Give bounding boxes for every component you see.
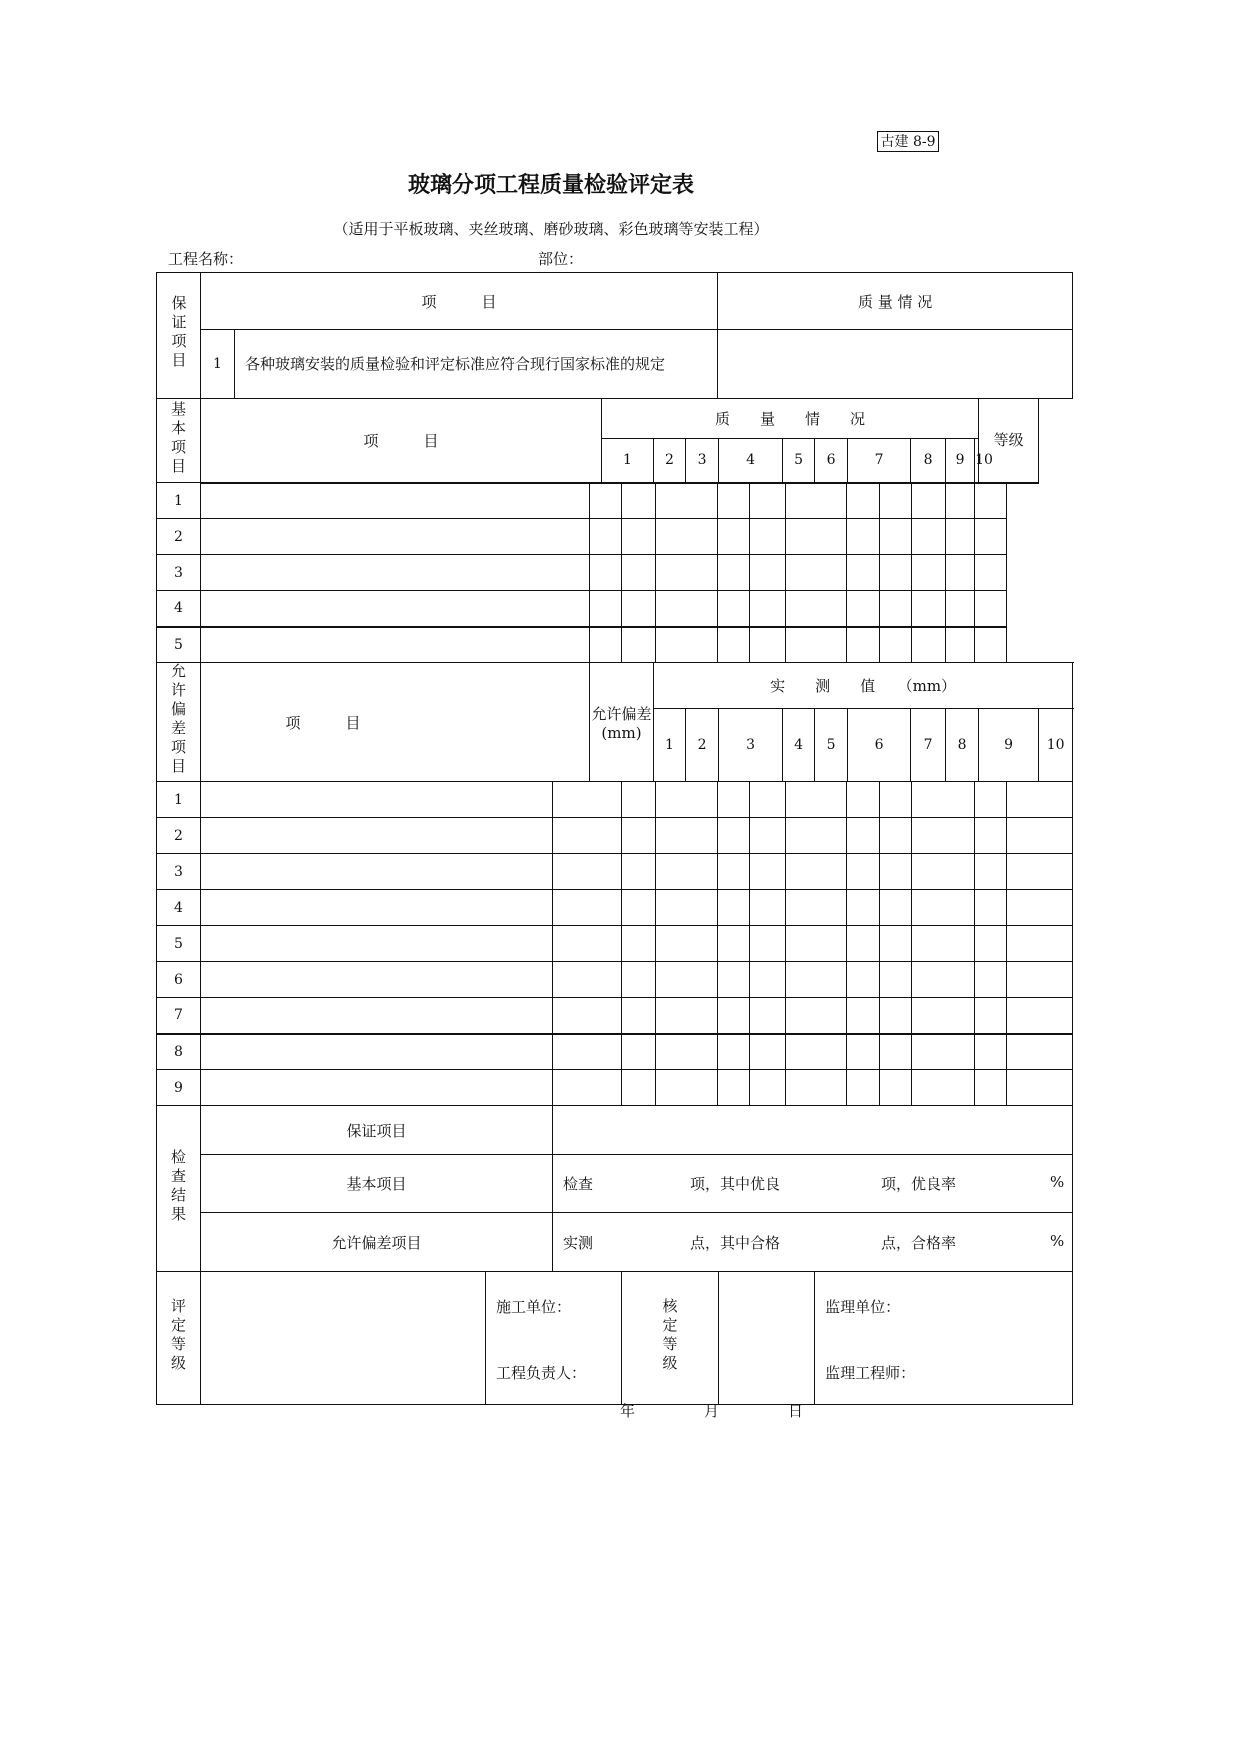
tolerance-allowed-header: 允许偏差(mm) [590, 663, 654, 782]
tolerance-row-measured-cell[interactable] [880, 1034, 912, 1070]
tolerance-row-measured-cell[interactable] [880, 782, 912, 818]
basic-row-quality-cell[interactable] [946, 591, 975, 627]
basic-row-quality-cell[interactable] [718, 591, 750, 627]
tolerance-row-allowed-cell[interactable] [553, 818, 622, 854]
tolerance-col-number: 1 [654, 709, 686, 782]
basic-row-quality-cell[interactable] [718, 627, 750, 663]
tolerance-row-item-cell[interactable] [201, 782, 553, 818]
basic-row-quality-cell[interactable] [750, 483, 786, 519]
tolerance-col-number: 2 [686, 709, 719, 782]
section-basic-label [157, 399, 201, 483]
section-grade-label [157, 1272, 201, 1405]
tolerance-row-measured-cell[interactable] [750, 998, 786, 1034]
basic-col-number: 4 [719, 439, 783, 483]
tolerance-row-measured-cell[interactable] [656, 854, 718, 890]
tolerance-row-measured-cell[interactable] [1007, 818, 1073, 854]
section-tolerance-label [157, 663, 201, 782]
tolerance-row-measured-cell[interactable] [656, 1070, 718, 1106]
tolerance-col-number: 4 [783, 709, 815, 782]
basic-row-quality-cell[interactable] [622, 519, 656, 555]
tolerance-row-measured-cell[interactable] [880, 890, 912, 926]
basic-row-quality-cell[interactable] [590, 627, 622, 663]
basic-row-quality-cell[interactable] [786, 627, 847, 663]
basic-row-number: 5 [157, 627, 201, 663]
tolerance-row-measured-cell[interactable] [847, 854, 880, 890]
tolerance-row-measured-cell[interactable] [975, 890, 1007, 926]
date-year: 年 [620, 1402, 636, 1420]
basic-row-quality-cell[interactable] [590, 591, 622, 627]
tolerance-row-allowed-cell[interactable] [553, 782, 622, 818]
basic-row-quality-cell[interactable] [912, 519, 946, 555]
tolerance-row-measured-cell[interactable] [750, 818, 786, 854]
tolerance-row-measured-cell[interactable] [847, 926, 880, 962]
basic-row-quality-cell[interactable] [786, 591, 847, 627]
tolerance-row-item-cell[interactable] [201, 998, 553, 1034]
verify-grade-text: 核定等级 [660, 1298, 679, 1374]
tolerance-row-measured-cell[interactable] [975, 854, 1007, 890]
section-guarantee-text: 保证项目 [169, 294, 188, 371]
tolerance-row [157, 1070, 1073, 1106]
tolerance-row-number: 1 [157, 782, 201, 818]
result-basic-percent: % [1050, 1173, 1065, 1191]
basic-row-quality-cell[interactable] [622, 555, 656, 591]
tolerance-row-measured-cell[interactable] [1007, 998, 1073, 1034]
result-basic-line[interactable] [553, 1155, 1073, 1213]
basic-row-quality-cell[interactable] [786, 483, 847, 519]
tolerance-row-allowed-cell[interactable] [553, 854, 622, 890]
basic-row-quality-cell[interactable] [622, 483, 656, 519]
tolerance-row-measured-cell[interactable] [847, 998, 880, 1034]
basic-row-quality-cell[interactable] [847, 591, 880, 627]
tolerance-row-measured-cell[interactable] [622, 998, 656, 1034]
verify-grade-label [622, 1272, 719, 1405]
tolerance-row-allowed-cell[interactable] [553, 998, 622, 1034]
tolerance-row-measured-cell[interactable] [622, 782, 656, 818]
tolerance-row-measured-cell[interactable] [847, 890, 880, 926]
tolerance-row-number: 6 [157, 962, 201, 998]
section-tolerance-text: 允许偏差项目 [169, 663, 187, 777]
basic-row-grade-cell[interactable] [975, 627, 1007, 663]
tolerance-row-measured-cell[interactable] [880, 854, 912, 890]
tolerance-row-allowed-cell[interactable] [553, 926, 622, 962]
tolerance-row-measured-cell[interactable] [750, 890, 786, 926]
basic-row-quality-cell[interactable] [656, 555, 718, 591]
tolerance-row [157, 998, 1073, 1034]
tolerance-row-measured-cell[interactable] [1007, 854, 1073, 890]
tolerance-row-measured-cell[interactable] [622, 1070, 656, 1106]
tolerance-row-measured-cell[interactable] [1007, 1034, 1073, 1070]
tolerance-row [157, 854, 1073, 890]
basic-row-grade-cell[interactable] [975, 483, 1007, 519]
tolerance-item-header [285, 663, 590, 782]
supervisor-cell[interactable] [815, 1272, 1073, 1405]
tolerance-row-measured-cell[interactable] [975, 818, 1007, 854]
tolerance-row-measured-cell[interactable] [750, 926, 786, 962]
tolerance-row-measured-cell[interactable] [912, 890, 975, 926]
section-guarantee-label [157, 273, 201, 399]
tolerance-row-measured-cell[interactable] [975, 1034, 1007, 1070]
tolerance-row-allowed-cell[interactable] [553, 1034, 622, 1070]
basic-col-number: 6 [815, 439, 848, 483]
tolerance-row-measured-cell[interactable] [786, 1070, 847, 1106]
basic-row-item-cell[interactable] [201, 555, 590, 591]
section-grade-text: 评定等级 [169, 1298, 187, 1374]
basic-row-grade-cell[interactable] [975, 555, 1007, 591]
basic-row-quality-cell[interactable] [912, 483, 946, 519]
basic-row-quality-cell[interactable] [786, 555, 847, 591]
tolerance-row [157, 890, 1073, 926]
manager-label: 工程负责人： [496, 1364, 587, 1382]
tolerance-row-measured-cell[interactable] [750, 854, 786, 890]
basic-row-grade-cell[interactable] [975, 591, 1007, 627]
basic-row-quality-cell[interactable] [847, 627, 880, 663]
basic-col-number: 3 [686, 439, 719, 483]
tolerance-row-item-cell[interactable] [201, 1034, 553, 1070]
tolerance-row-measured-cell[interactable] [880, 998, 912, 1034]
basic-row-quality-cell[interactable] [880, 627, 912, 663]
inspection-form-table [156, 272, 1073, 1405]
tolerance-row-measured-cell[interactable] [656, 782, 718, 818]
basic-row-quality-cell[interactable] [590, 555, 622, 591]
tolerance-col-number: 8 [946, 709, 979, 782]
tolerance-row-number: 2 [157, 818, 201, 854]
tolerance-row-measured-cell[interactable] [786, 854, 847, 890]
tolerance-row-measured-cell[interactable] [880, 926, 912, 962]
tolerance-col-number: 3 [719, 709, 783, 782]
basic-row-item-cell[interactable] [201, 519, 590, 555]
tolerance-row-measured-cell[interactable] [912, 1034, 975, 1070]
tolerance-row-measured-cell[interactable] [718, 998, 750, 1034]
tolerance-row [157, 926, 1073, 962]
basic-row [157, 591, 1073, 627]
tolerance-row-measured-cell[interactable] [786, 998, 847, 1034]
basic-row-quality-cell[interactable] [847, 519, 880, 555]
basic-row-quality-cell[interactable] [718, 555, 750, 591]
tolerance-row-measured-cell[interactable] [880, 962, 912, 998]
basic-row-quality-cell[interactable] [718, 483, 750, 519]
result-tol-percent: % [1050, 1232, 1065, 1250]
basic-row-item-cell[interactable] [201, 591, 590, 627]
tolerance-row-measured-cell[interactable] [622, 926, 656, 962]
basic-col-number: 2 [654, 439, 686, 483]
tolerance-row-number: 4 [157, 890, 201, 926]
tolerance-col-number: 9 [979, 709, 1039, 782]
tolerance-row-measured-cell[interactable] [718, 854, 750, 890]
tolerance-row-measured-cell[interactable] [1007, 926, 1073, 962]
result-tol-check: 实测 [563, 1234, 594, 1252]
tolerance-row-measured-cell[interactable] [975, 1070, 1007, 1106]
tolerance-row-number: 9 [157, 1070, 201, 1106]
result-tol-mid: 点，其中合格 [690, 1234, 781, 1252]
basic-row-item-cell[interactable] [201, 627, 590, 663]
project-name-label: 工程名称： [168, 250, 244, 268]
tolerance-row-measured-cell[interactable] [750, 962, 786, 998]
tolerance-row-measured-cell[interactable] [786, 818, 847, 854]
basic-row [157, 555, 1073, 591]
tolerance-row-item-cell[interactable] [201, 854, 553, 890]
result-basic-check: 检查 [563, 1175, 594, 1193]
tolerance-row-measured-cell[interactable] [912, 818, 975, 854]
tolerance-row-measured-cell[interactable] [786, 782, 847, 818]
tolerance-row-measured-cell[interactable] [880, 818, 912, 854]
contractor-cell[interactable] [486, 1272, 622, 1405]
tolerance-row-measured-cell[interactable] [622, 1034, 656, 1070]
basic-row-quality-cell[interactable] [656, 519, 718, 555]
tolerance-col-number: 5 [815, 709, 848, 782]
page-title: 玻璃分项工程质量检验评定表 [407, 172, 694, 198]
tolerance-row-measured-cell[interactable] [718, 890, 750, 926]
basic-row-quality-cell[interactable] [946, 627, 975, 663]
tolerance-row-measured-cell[interactable] [912, 854, 975, 890]
basic-quality-header: 质 量 情 况 [602, 399, 979, 439]
tolerance-row-measured-cell[interactable] [1007, 890, 1073, 926]
tolerance-row-measured-cell[interactable] [912, 962, 975, 998]
basic-col-number: 7 [848, 439, 911, 483]
location-label: 部位： [538, 250, 584, 268]
grade-value-cell[interactable] [201, 1272, 486, 1405]
result-tol-label: 允许偏差项目 [201, 1213, 553, 1272]
basic-row-quality-cell[interactable] [847, 483, 880, 519]
tolerance-row-measured-cell[interactable] [622, 854, 656, 890]
tolerance-row-measured-cell[interactable] [718, 926, 750, 962]
basic-col-number: 9 [946, 439, 975, 483]
tolerance-row-allowed-cell[interactable] [553, 890, 622, 926]
tolerance-row-item-cell[interactable] [201, 926, 553, 962]
basic-row-number: 2 [157, 519, 201, 555]
basic-row [157, 483, 1073, 519]
tolerance-row-measured-cell[interactable] [847, 1034, 880, 1070]
verify-grade-value[interactable] [719, 1272, 815, 1405]
basic-row-quality-cell[interactable] [750, 555, 786, 591]
tolerance-row-measured-cell[interactable] [718, 818, 750, 854]
basic-row-item-cell[interactable] [201, 483, 590, 519]
tolerance-row-measured-cell[interactable] [656, 926, 718, 962]
basic-row-quality-cell[interactable] [750, 519, 786, 555]
tolerance-row-allowed-cell[interactable] [553, 962, 622, 998]
tolerance-row-measured-cell[interactable] [656, 890, 718, 926]
tolerance-row-measured-cell[interactable] [912, 782, 975, 818]
tolerance-row-measured-cell[interactable] [1007, 1070, 1073, 1106]
basic-item-header: 项 目 [201, 399, 602, 483]
date-month: 月 [704, 1402, 720, 1420]
basic-row-quality-cell[interactable] [847, 555, 880, 591]
tolerance-row-measured-cell[interactable] [975, 926, 1007, 962]
basic-row-quality-cell[interactable] [946, 519, 975, 555]
tolerance-row-measured-cell[interactable] [786, 890, 847, 926]
basic-row-quality-cell[interactable] [912, 591, 946, 627]
result-guarantee-value[interactable] [553, 1106, 1073, 1155]
basic-row-quality-cell[interactable] [946, 555, 975, 591]
basic-row [157, 519, 1073, 555]
tolerance-row [157, 782, 1073, 818]
tolerance-row-measured-cell[interactable] [718, 1034, 750, 1070]
result-basic-rate: 项，优良率 [881, 1175, 957, 1193]
tolerance-row-measured-cell[interactable] [622, 890, 656, 926]
basic-col-number: 1 [602, 439, 654, 483]
basic-col-number: 8 [911, 439, 946, 483]
tolerance-row-allowed-cell[interactable] [553, 1070, 622, 1106]
tolerance-row-measured-cell[interactable] [750, 782, 786, 818]
tolerance-row-measured-cell[interactable] [880, 1070, 912, 1106]
tolerance-row-measured-cell[interactable] [656, 1034, 718, 1070]
engineer-label: 监理工程师： [825, 1364, 916, 1382]
tolerance-row [157, 962, 1073, 998]
guarantee-row-quality-cell[interactable] [718, 330, 1073, 399]
tolerance-row-measured-cell[interactable] [975, 782, 1007, 818]
basic-row-number: 1 [157, 483, 201, 519]
basic-row-grade-cell[interactable] [975, 519, 1007, 555]
basic-row-quality-cell[interactable] [786, 519, 847, 555]
tolerance-row-item-cell[interactable] [201, 818, 553, 854]
tolerance-row-measured-cell[interactable] [975, 998, 1007, 1034]
tolerance-row-measured-cell[interactable] [912, 1070, 975, 1106]
guarantee-row-text: 各种玻璃安装的质量检验和评定标准应符合现行国家标准的规定 [235, 330, 718, 399]
basic-row-quality-cell[interactable] [622, 627, 656, 663]
basic-row-quality-cell[interactable] [880, 483, 912, 519]
tolerance-row-item-cell[interactable] [201, 962, 553, 998]
basic-row [157, 627, 1073, 663]
form-code: 古建 8-9 [877, 131, 939, 152]
guarantee-row-number: 1 [201, 330, 235, 399]
basic-col-number: 5 [783, 439, 815, 483]
guarantee-quality-header: 质 量 情 况 [718, 273, 1073, 330]
tolerance-row-measured-cell[interactable] [912, 998, 975, 1034]
tolerance-row-measured-cell[interactable] [847, 962, 880, 998]
tolerance-row-measured-cell[interactable] [847, 1070, 880, 1106]
tolerance-item-header-text: 项 目 [285, 713, 361, 732]
basic-row-quality-cell[interactable] [750, 627, 786, 663]
tolerance-row-measured-cell[interactable] [975, 962, 1007, 998]
basic-row-number: 3 [157, 555, 201, 591]
page-subtitle: （适用于平板玻璃、夹丝玻璃、磨砂玻璃、彩色玻璃等安装工程） [333, 220, 769, 238]
basic-row-quality-cell[interactable] [880, 555, 912, 591]
basic-row-quality-cell[interactable] [880, 591, 912, 627]
tolerance-row-measured-cell[interactable] [656, 998, 718, 1034]
basic-row-quality-cell[interactable] [590, 519, 622, 555]
basic-row-quality-cell[interactable] [590, 483, 622, 519]
basic-row-quality-cell[interactable] [912, 627, 946, 663]
tolerance-row-measured-cell[interactable] [750, 1034, 786, 1070]
basic-row-quality-cell[interactable] [946, 483, 975, 519]
tolerance-row-measured-cell[interactable] [1007, 782, 1073, 818]
tolerance-col-number: 10 [1039, 709, 1073, 782]
tolerance-row-measured-cell[interactable] [656, 818, 718, 854]
basic-row-quality-cell[interactable] [880, 519, 912, 555]
tolerance-row [157, 818, 1073, 854]
result-basic-mid: 项，其中优良 [690, 1175, 781, 1193]
tolerance-row-number: 8 [157, 1034, 201, 1070]
tolerance-row-measured-cell[interactable] [847, 818, 880, 854]
date-day: 日 [788, 1402, 804, 1420]
tolerance-row-item-cell[interactable] [201, 1070, 553, 1106]
basic-col-number: 10 [975, 439, 979, 483]
tolerance-row-measured-cell[interactable] [718, 962, 750, 998]
tolerance-row-measured-cell[interactable] [847, 782, 880, 818]
basic-row-number: 4 [157, 591, 201, 627]
tolerance-row-number: 7 [157, 998, 201, 1034]
contractor-label: 施工单位： [496, 1298, 572, 1316]
tolerance-row-measured-cell[interactable] [1007, 962, 1073, 998]
tolerance-col-number: 7 [911, 709, 946, 782]
tolerance-row-item-cell[interactable] [201, 890, 553, 926]
tolerance-row-measured-cell[interactable] [750, 1070, 786, 1106]
result-guarantee-label: 保证项目 [201, 1106, 553, 1155]
tolerance-row-measured-cell[interactable] [786, 1034, 847, 1070]
basic-row-quality-cell[interactable] [656, 627, 718, 663]
tolerance-row-measured-cell[interactable] [912, 926, 975, 962]
tolerance-row-measured-cell[interactable] [786, 926, 847, 962]
result-basic-label: 基本项目 [201, 1155, 553, 1213]
tolerance-row-measured-cell[interactable] [718, 782, 750, 818]
result-tol-line[interactable] [553, 1213, 1073, 1272]
tolerance-row-measured-cell[interactable] [656, 962, 718, 998]
tolerance-row-number: 5 [157, 926, 201, 962]
result-tol-rate: 点，合格率 [881, 1234, 957, 1252]
basic-grade-header: 等级 [979, 399, 1039, 483]
basic-row-quality-cell[interactable] [912, 555, 946, 591]
basic-row-quality-cell[interactable] [656, 483, 718, 519]
tolerance-row-number: 3 [157, 854, 201, 890]
tolerance-row-measured-cell[interactable] [786, 962, 847, 998]
tolerance-row-measured-cell[interactable] [622, 962, 656, 998]
section-basic-text: 基本项目 [169, 400, 187, 477]
tolerance-measured-header: 实 测 值 （mm） [654, 663, 1073, 709]
tolerance-row [157, 1034, 1073, 1070]
tolerance-row-measured-cell[interactable] [718, 1070, 750, 1106]
supervisor-label: 监理单位： [825, 1298, 901, 1316]
tolerance-col-number: 6 [848, 709, 911, 782]
tolerance-row-measured-cell[interactable] [622, 818, 656, 854]
section-result-label [157, 1106, 201, 1272]
basic-row-quality-cell[interactable] [718, 519, 750, 555]
basic-row-quality-cell[interactable] [750, 591, 786, 627]
section-result-text: 检查结果 [169, 1148, 187, 1225]
basic-row-quality-cell[interactable] [622, 591, 656, 627]
basic-row-quality-cell[interactable] [656, 591, 718, 627]
guarantee-item-header: 项 目 [201, 273, 718, 330]
